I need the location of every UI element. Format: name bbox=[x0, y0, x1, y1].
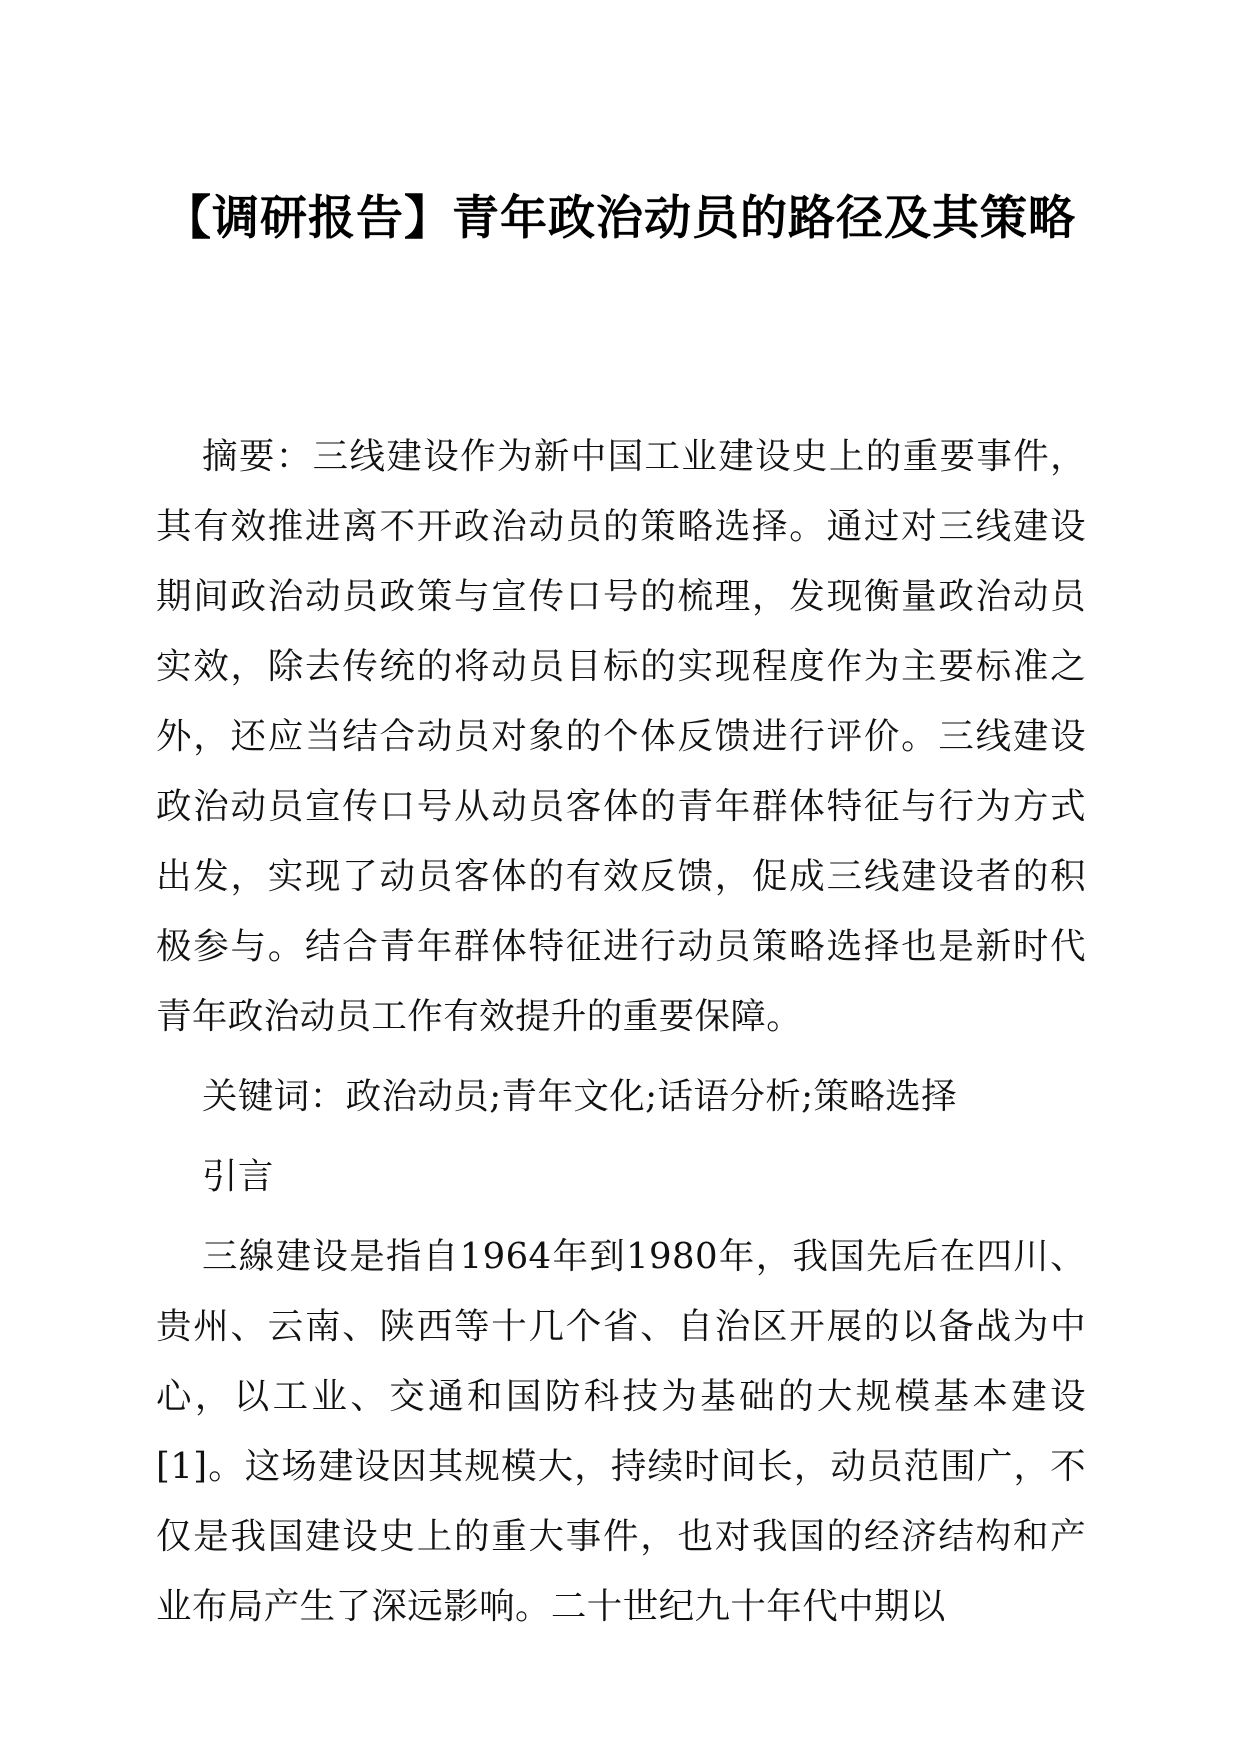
keywords-paragraph: 关键词：政治动员;青年文化;话语分析;策略选择 bbox=[202, 1076, 958, 1117]
document-title: 【调研报告】青年政治动员的路径及其策略 bbox=[164, 191, 1076, 246]
introduction-heading: 引言 bbox=[202, 1156, 274, 1197]
introduction-paragraph: 三線建设是指自1964年到1980年，我国先后在四川、贵州、云南、陕西等十几个省、自治区开展的以备战为中心，以工业、交通和国防科技为基础的大规模基本建设[1]。这场建设因其规模大，持续时间长，动员范围广，不仅是我国建设史上的重大事件，也对我国的经济结构和产业布局产生了深远影响。二十世纪九十年代中期以 bbox=[156, 1236, 1086, 1627]
document-body bbox=[156, 422, 1086, 1642]
abstract-paragraph: 摘要：三线建设作为新中国工业建设史上的重要事件，其有效推进离不开政治动员的策略选择。通过对三线建设期间政治动员政策与宣传口号的梳理，发现衡量政治动员实效，除去传统的将动员目标的实现程度作为主要标准之外，还应当结合动员对象的个体反馈进行评价。三线建设政治动员宣传口号从动员客体的青年群体特征与行为方式出发，实现了动员客体的有效反馈，促成三线建设者的积极参与。结合青年群体特征进行动员策略选择也是新时代青年政治动员工作有效提升的重要保障。 bbox=[156, 436, 1086, 1037]
